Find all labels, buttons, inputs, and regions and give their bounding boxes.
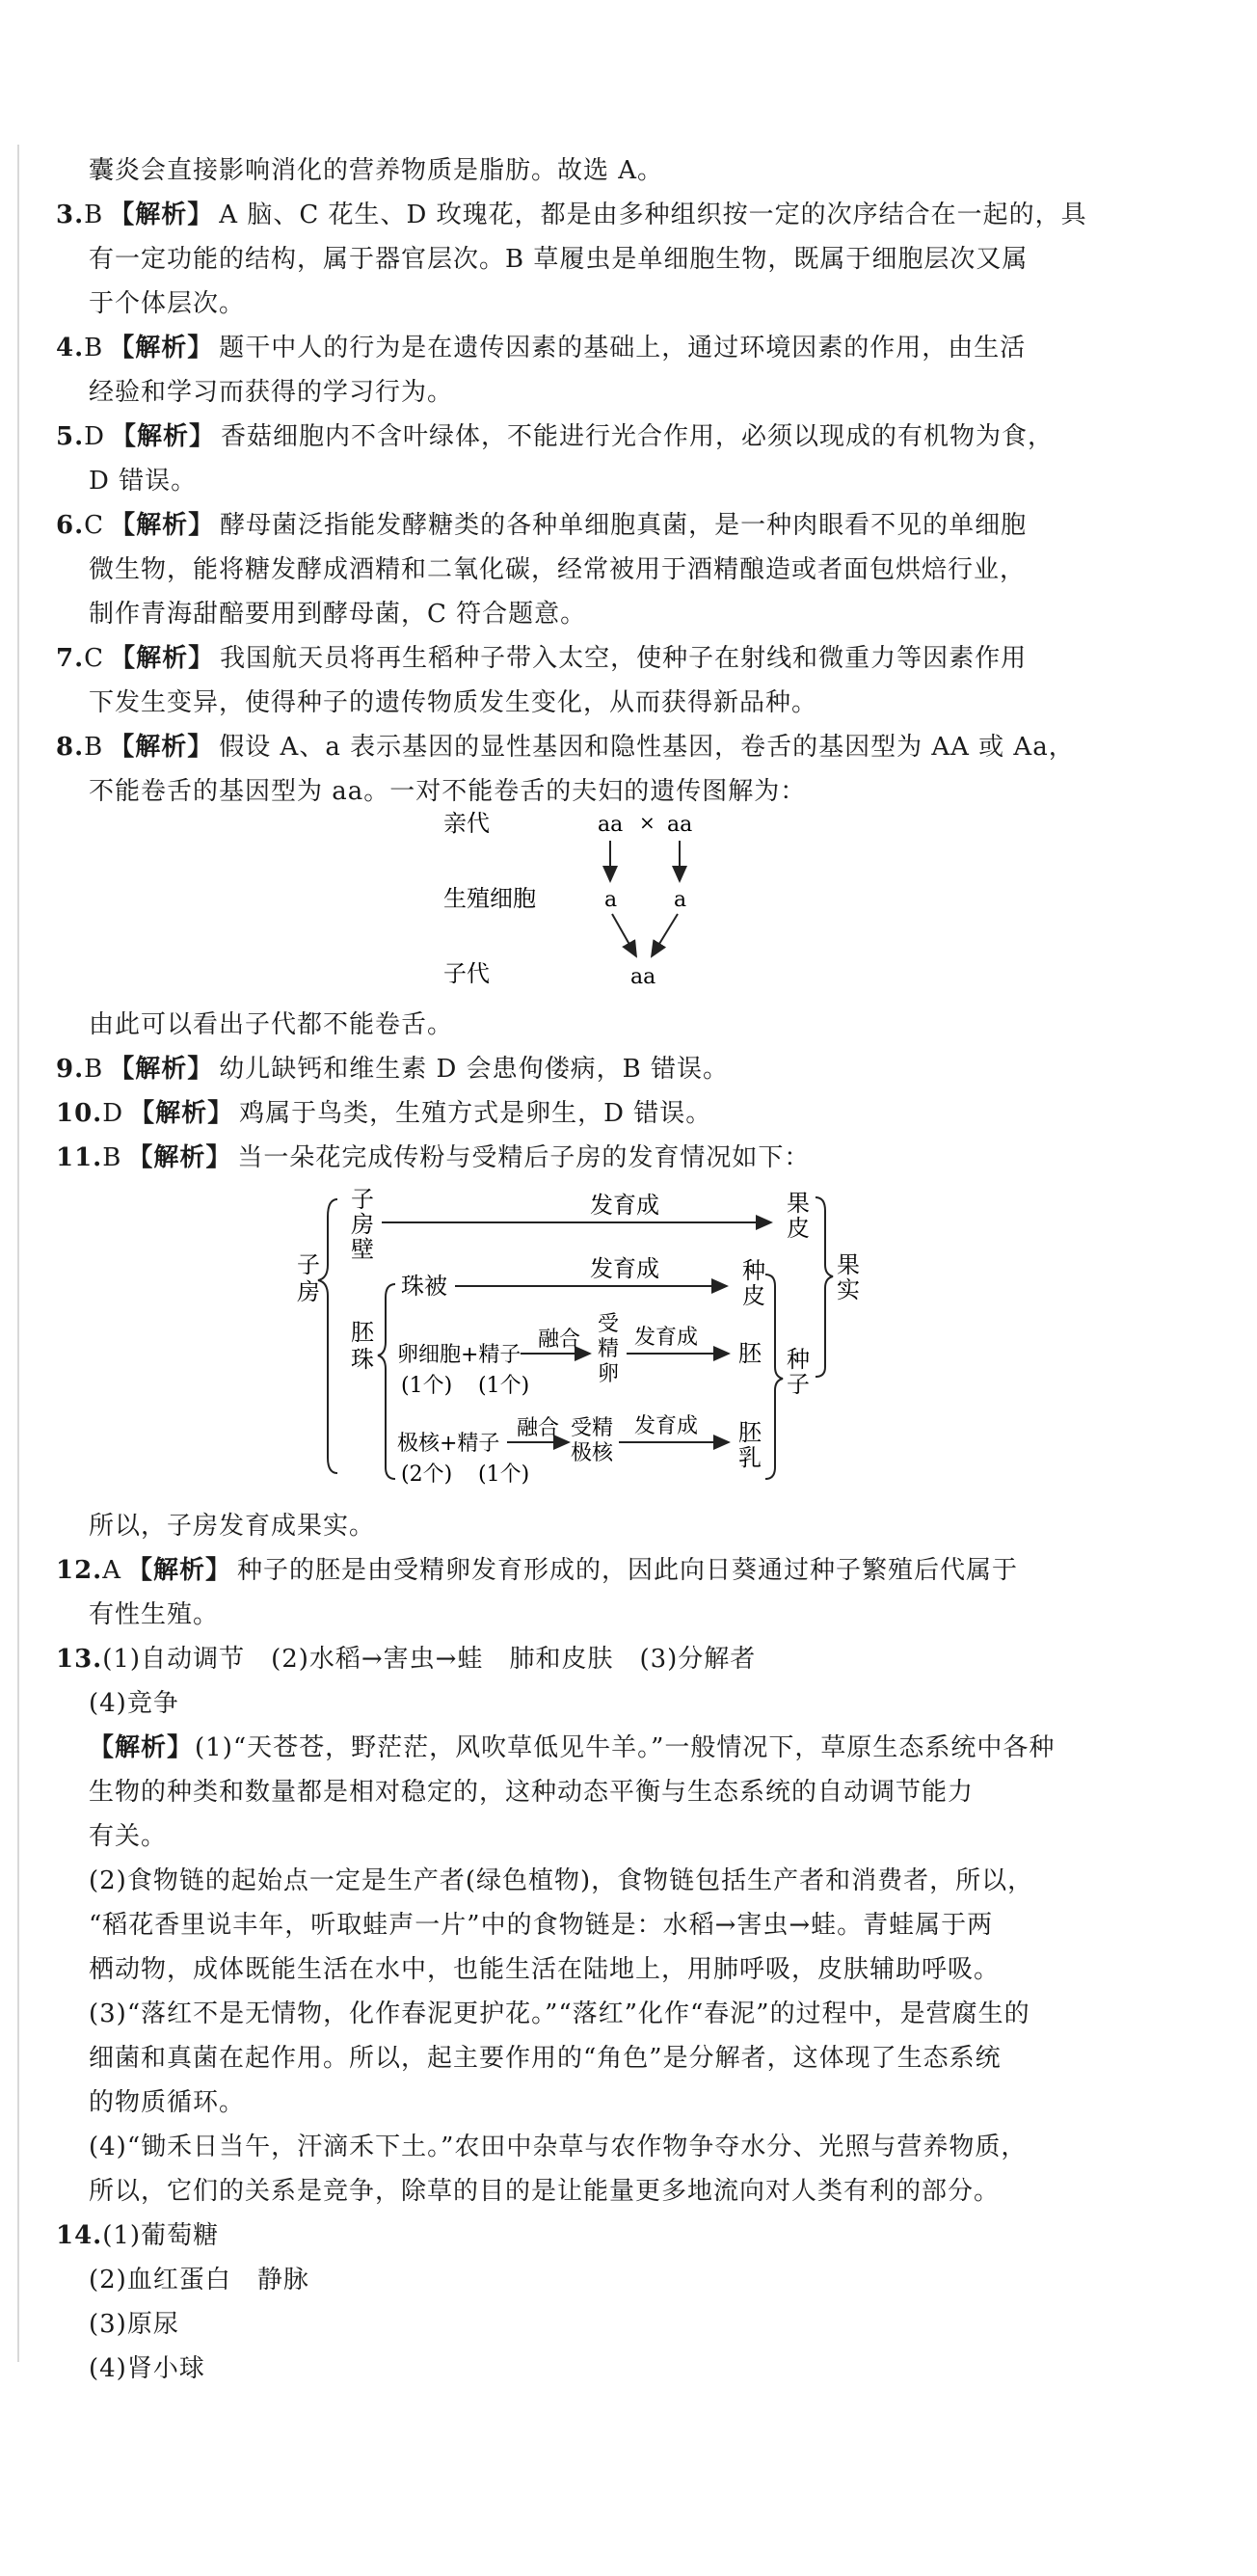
text-line: (4)肾小球 — [89, 2354, 205, 2383]
question-11: 11.B 【解析】 当一朵花完成传粉与受精后子房的发育情况如下： — [56, 1143, 811, 1172]
zygote-c3: 卵 — [598, 1362, 620, 1386]
develop-label-2: 发育成 — [590, 1255, 659, 1282]
embryo: 胚 — [738, 1340, 762, 1367]
question-12: 12.A 【解析】 种子的胚是由受精卵发育形成的，因此向日葵通过种子繁殖后代属于 — [56, 1556, 1019, 1585]
text-line: 经验和学习而获得的学习行为。 — [89, 378, 454, 407]
pericarp-c1: 果 — [787, 1190, 810, 1217]
text-line: D 错误。 — [89, 467, 198, 496]
develop-label-1: 发育成 — [590, 1192, 659, 1219]
seed-c2: 子 — [787, 1371, 810, 1398]
ovary-development-diagram — [289, 1178, 887, 1506]
text-line: (3)“落红不是无情物，化作春泥更护花。”“落红”化作“春泥”的过程中，是营腐生的 — [89, 1999, 1030, 2028]
ovary-wall-c1: 子 — [351, 1186, 374, 1213]
develop-label-3: 发育成 — [634, 1326, 699, 1350]
ovary-wall-c2: 房 — [351, 1211, 374, 1238]
text-line: (4)“锄禾日当午，汗滴禾下土。”农田中杂草与农作物争夺水分、光照与营养物质， — [89, 2133, 1028, 2161]
text-line: 不能卷舌的基因型为 aa。一对不能卷舌的夫妇的遗传图解为： — [89, 777, 807, 806]
parent-left: aa — [598, 813, 624, 837]
text-line: 栖动物，成体既能生活在水中，也能生活在陆地上，用肺呼吸，皮肤辅助呼吸。 — [89, 1955, 1001, 1984]
polar-count: (2个) — [401, 1462, 453, 1487]
margin-rule — [17, 145, 19, 2362]
question-7: 7.C 【解析】 我国航天员将再生稻种子带入太空，使种子在射线和微重力等因素作用 — [56, 644, 1028, 673]
zygote-c1: 受 — [598, 1312, 620, 1336]
label-parent: 亲代 — [443, 810, 490, 837]
question-9: 9.B 【解析】 幼儿缺钙和维生素 D 会患佝偻病，B 错误。 — [56, 1055, 730, 1084]
text-line: 有性生殖。 — [89, 1600, 220, 1629]
text-line: (2)血红蛋白 静脉 — [89, 2266, 309, 2294]
egg-sperm: 卵细胞+精子 — [397, 1343, 522, 1367]
text-line: 于个体层次。 — [89, 289, 246, 318]
ovary-char-2: 房 — [297, 1278, 320, 1305]
fruit-c2: 实 — [837, 1276, 860, 1303]
text-line: 制作青海甜醅要用到酵母菌，C 符合题意。 — [89, 600, 587, 629]
label-gamete: 生殖细胞 — [443, 885, 536, 912]
pericarp-c2: 皮 — [787, 1215, 810, 1242]
develop-label-4: 发育成 — [634, 1414, 699, 1438]
ovary-brace — [318, 1199, 337, 1473]
fert-polar-c1: 受精 — [571, 1416, 614, 1440]
text-line: “稻花香里说丰年，听取蛙声一片”中的食物链是：水稻→害虫→蛙。青蛙属于两 — [89, 1911, 994, 1940]
seed-brace — [765, 1275, 783, 1479]
endosperm-c2: 乳 — [738, 1444, 762, 1471]
gamete-right: a — [674, 888, 687, 912]
text-line: 微生物，能将糖发酵成酒精和二氧化碳，经常被用于酒精酿造或者面包烘焙行业， — [89, 555, 1027, 584]
text-line: 【解析】(1)“天苍苍，野茫茫，风吹草低见牛羊。”一般情况下，草原生态系统中各种 — [89, 1733, 1056, 1762]
text-line: 囊炎会直接影响消化的营养物质是脂肪。故选 A。 — [89, 156, 664, 185]
genetic-diagram — [443, 800, 752, 993]
text-line: 有关。 — [89, 1822, 168, 1851]
seed-c1: 种 — [787, 1346, 810, 1373]
arrow-gamete-left — [612, 914, 636, 956]
question-8: 8.B 【解析】 假设 A、a 表示基因的显性基因和隐性基因，卷舌的基因型为 AA 或 Aa， — [56, 733, 1075, 762]
fert-polar-c2: 极核 — [571, 1441, 614, 1465]
sperm-count-2: (1个) — [478, 1462, 530, 1487]
sperm-count-1: (1个) — [478, 1374, 530, 1398]
label-child: 子代 — [443, 960, 490, 987]
text-line: 生物的种类和数量都是相对稳定的，这种动态平衡与生态系统的自动调节能力 — [89, 1778, 975, 1807]
text-line: 有一定功能的结构，属于器官层次。B 草履虫是单细胞生物，既属于细胞层次又属 — [89, 245, 1029, 274]
polar-sperm: 极核+精子 — [397, 1432, 500, 1456]
question-13: 13.(1)自动调节 (2)水稻→害虫→蛙 肺和皮肤 (3)分解者 — [56, 1645, 757, 1674]
text-line: 下发生变异，使得种子的遗传物质发生变化，从而获得新品种。 — [89, 688, 818, 717]
cross-sign: × — [639, 811, 655, 834]
ovary-wall-c3: 壁 — [351, 1236, 374, 1263]
endosperm-c1: 胚 — [738, 1419, 762, 1446]
text-line: 所以，它们的关系是竞争，除草的目的是让能量更多地流向对人类有利的部分。 — [89, 2177, 1001, 2206]
question-5: 5.D 【解析】 香菇细胞内不含叶绿体，不能进行光合作用，必须以现成的有机物为食， — [56, 422, 1055, 451]
fruit-brace — [816, 1197, 833, 1377]
text-line: 细菌和真菌在起作用。所以，起主要作用的“角色”是分解者，这体现了生态系统 — [89, 2044, 1002, 2073]
question-10: 10.D 【解析】 鸡属于鸟类，生殖方式是卵生，D 错误。 — [56, 1099, 712, 1128]
egg-count: (1个) — [401, 1374, 453, 1398]
text-line: (4)竞争 — [89, 1689, 179, 1718]
ovule-c2: 珠 — [351, 1346, 374, 1373]
fuse-label-2: 融合 — [517, 1416, 560, 1440]
ovary-char-1: 子 — [297, 1251, 320, 1278]
child-genotype: aa — [630, 965, 656, 989]
text-line: 所以，子房发育成果实。 — [89, 1512, 376, 1541]
gamete-left: a — [604, 888, 618, 912]
text-line: (2)食物链的起始点一定是生产者(绿色植物)，食物链包括生产者和消费者，所以， — [89, 1866, 1034, 1895]
text-line: (3)原尿 — [89, 2310, 179, 2339]
text-line: 的物质循环。 — [89, 2088, 246, 2117]
question-3: 3.B 【解析】 A 脑、C 花生、D 玫瑰花，都是由多种组织按一定的次序结合在一起的，具 — [56, 201, 1087, 229]
fuse-label-1: 融合 — [538, 1328, 581, 1352]
seed-coat-c2: 皮 — [742, 1282, 765, 1309]
zygote-c2: 精 — [598, 1337, 620, 1361]
question-14: 14.(1)葡萄糖 — [56, 2221, 220, 2250]
seed-coat-c1: 种 — [742, 1257, 765, 1284]
ovule-c1: 胚 — [351, 1319, 374, 1346]
parent-right: aa — [667, 813, 693, 837]
text-line: 由此可以看出子代都不能卷舌。 — [89, 1010, 454, 1039]
question-4: 4.B 【解析】 题干中人的行为是在遗传因素的基础上，通过环境因素的作用，由生活 — [56, 334, 1027, 362]
arrow-gamete-right — [652, 914, 678, 956]
ovule-brace — [378, 1284, 395, 1479]
fruit-c1: 果 — [837, 1251, 860, 1278]
question-6: 6.C 【解析】 酵母菌泛指能发酵糖类的各种单细胞真菌，是一种肉眼看不见的单细胞 — [56, 511, 1028, 540]
integument: 珠被 — [401, 1273, 447, 1300]
